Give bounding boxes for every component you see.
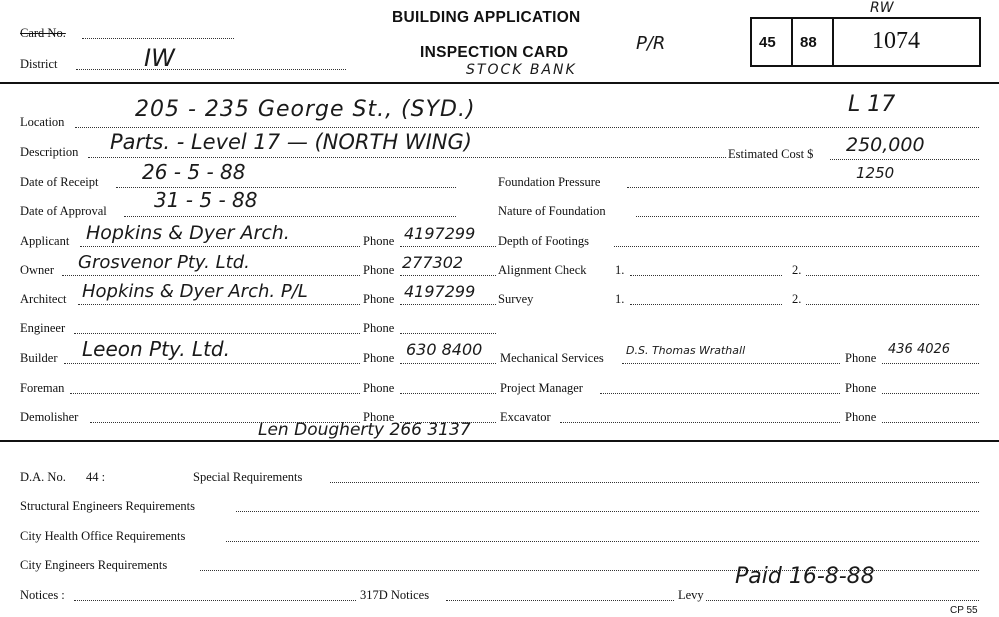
nature-foundation-label: Nature of Foundation (498, 204, 606, 218)
engineer-label: Engineer (20, 321, 66, 335)
demolisher-phone-label: Phone (363, 410, 395, 424)
card-subtitle: INSPECTION CARD (420, 44, 569, 61)
excavator-phone-field[interactable] (882, 422, 979, 423)
survey-item-1: 1. (615, 292, 625, 306)
owner-label: Owner (20, 263, 55, 277)
levy-value: Paid 16-8-88 (735, 564, 875, 589)
box-b: 88 (800, 34, 817, 51)
location-extra: L 17 (848, 92, 896, 117)
district-label: District (20, 57, 58, 71)
alignment-field-1[interactable] (630, 275, 782, 276)
notices-317d-field[interactable] (446, 600, 674, 601)
card-no-field[interactable] (82, 38, 234, 39)
extra-contact-note: Len Dougherty 266 3137 (258, 420, 471, 440)
mechanical-phone-label: Phone (845, 351, 877, 365)
architect-phone-field[interactable] (400, 304, 496, 305)
mechanical-phone: 436 4026 (888, 342, 951, 357)
da-value: 44 : (86, 470, 106, 484)
box-divider (832, 17, 834, 65)
project-manager-phone-label: Phone (845, 381, 877, 395)
health-field[interactable] (226, 541, 979, 542)
city-engineers-label: City Engineers Requirements (20, 558, 168, 572)
notices-field[interactable] (74, 600, 356, 601)
district-value: IW (144, 44, 175, 72)
demolisher-label: Demolisher (20, 410, 79, 424)
depth-footings-label: Depth of Footings (498, 234, 589, 248)
builder-phone: 630 8400 (406, 340, 483, 359)
notices-317d-label: 317D Notices (360, 588, 430, 602)
da-label: D.A. No. (20, 470, 66, 484)
applicant-phone-field[interactable] (400, 246, 496, 247)
nature-foundation-field[interactable] (636, 216, 979, 217)
mechanical-services-value: D.S. Thomas Wrathall (626, 344, 746, 357)
location-label: Location (20, 115, 65, 129)
engineer-field[interactable] (74, 333, 360, 334)
card-number: 1074 (872, 28, 920, 54)
location-value: 205 - 235 George St., (SYD.) (135, 97, 476, 122)
notices-label: Notices : (20, 588, 65, 602)
foreman-phone-field[interactable] (400, 393, 496, 394)
structural-field[interactable] (236, 511, 979, 512)
note-stock-bank: STOCK BANK (466, 62, 577, 78)
card-number-box (750, 17, 981, 67)
survey-field-1[interactable] (630, 304, 782, 305)
box-divider (791, 17, 793, 65)
project-manager-phone-field[interactable] (882, 393, 979, 394)
health-label: City Health Office Requirements (20, 529, 186, 543)
builder-label: Builder (20, 351, 58, 365)
project-manager-field[interactable] (600, 393, 840, 394)
mechanical-services-field[interactable] (622, 363, 840, 364)
alignment-check-label: Alignment Check (498, 263, 587, 277)
architect-field[interactable] (78, 304, 360, 305)
approval-value: 31 - 5 - 88 (154, 188, 258, 212)
owner-field[interactable] (62, 275, 360, 276)
builder-phone-field[interactable] (400, 363, 496, 364)
alignment-field-2[interactable] (806, 275, 979, 276)
special-requirements-field[interactable] (330, 482, 979, 483)
foundation-pressure-value: 1250 (856, 164, 895, 182)
engineer-phone-field[interactable] (400, 333, 496, 334)
receipt-value: 26 - 5 - 88 (142, 160, 246, 184)
owner-phone: 277302 (402, 253, 464, 272)
foreman-label: Foreman (20, 381, 65, 395)
applicant-field[interactable] (80, 246, 360, 247)
alignment-item-1: 1. (615, 263, 625, 277)
excavator-field[interactable] (560, 422, 840, 423)
mechanical-services-label: Mechanical Services (500, 351, 604, 365)
approval-field[interactable] (124, 216, 456, 217)
approval-label: Date of Approval (20, 204, 107, 218)
foreman-field[interactable] (70, 393, 360, 394)
location-field[interactable] (75, 127, 979, 128)
card-no-label: Card No. (20, 26, 66, 40)
excavator-phone-label: Phone (845, 410, 877, 424)
foreman-phone-label: Phone (363, 381, 395, 395)
survey-field-2[interactable] (806, 304, 979, 305)
architect-phone-label: Phone (363, 292, 395, 306)
builder-phone-label: Phone (363, 351, 395, 365)
alignment-item-2: 2. (792, 263, 802, 277)
card-title: BUILDING APPLICATION (392, 9, 581, 26)
box-a: 45 (759, 34, 776, 51)
structural-label: Structural Engineers Requirements (20, 499, 195, 513)
description-field[interactable] (88, 157, 726, 158)
special-requirements-label: Special Requirements (193, 470, 303, 484)
survey-label: Survey (498, 292, 534, 306)
section-rule (0, 440, 999, 442)
header-rule (0, 82, 999, 84)
foundation-pressure-label: Foundation Pressure (498, 175, 601, 189)
architect-phone: 4197299 (404, 282, 476, 301)
mechanical-phone-field[interactable] (882, 363, 979, 364)
builder-field[interactable] (64, 363, 360, 364)
architect-value: Hopkins & Dyer Arch. P/L (82, 281, 308, 302)
receipt-label: Date of Receipt (20, 175, 99, 189)
estimated-cost-label: Estimated Cost $ (728, 147, 814, 161)
applicant-value: Hopkins & Dyer Arch. (86, 222, 290, 244)
engineer-phone-label: Phone (363, 321, 395, 335)
builder-value: Leeon Pty. Ltd. (82, 337, 230, 361)
applicant-phone: 4197299 (404, 224, 476, 243)
depth-footings-field[interactable] (614, 246, 979, 247)
description-value: Parts. - Level 17 — (NORTH WING) (110, 130, 472, 154)
owner-phone-field[interactable] (400, 275, 496, 276)
survey-item-2: 2. (792, 292, 802, 306)
owner-phone-label: Phone (363, 263, 395, 277)
form-code: CP 55 (950, 605, 978, 616)
estimated-cost-field[interactable] (830, 159, 979, 160)
architect-label: Architect (20, 292, 67, 306)
owner-value: Grosvenor Pty. Ltd. (78, 252, 250, 273)
levy-label: Levy (678, 588, 704, 602)
estimated-cost-value: 250,000 (846, 134, 925, 156)
note-pr: P/R (636, 33, 666, 54)
levy-field[interactable] (706, 600, 979, 601)
excavator-label: Excavator (500, 410, 551, 424)
applicant-label: Applicant (20, 234, 70, 248)
applicant-phone-label: Phone (363, 234, 395, 248)
note-top: RW (870, 0, 894, 16)
description-label: Description (20, 145, 79, 159)
foundation-pressure-field[interactable] (627, 187, 979, 188)
project-manager-label: Project Manager (500, 381, 583, 395)
district-field[interactable] (76, 69, 346, 70)
